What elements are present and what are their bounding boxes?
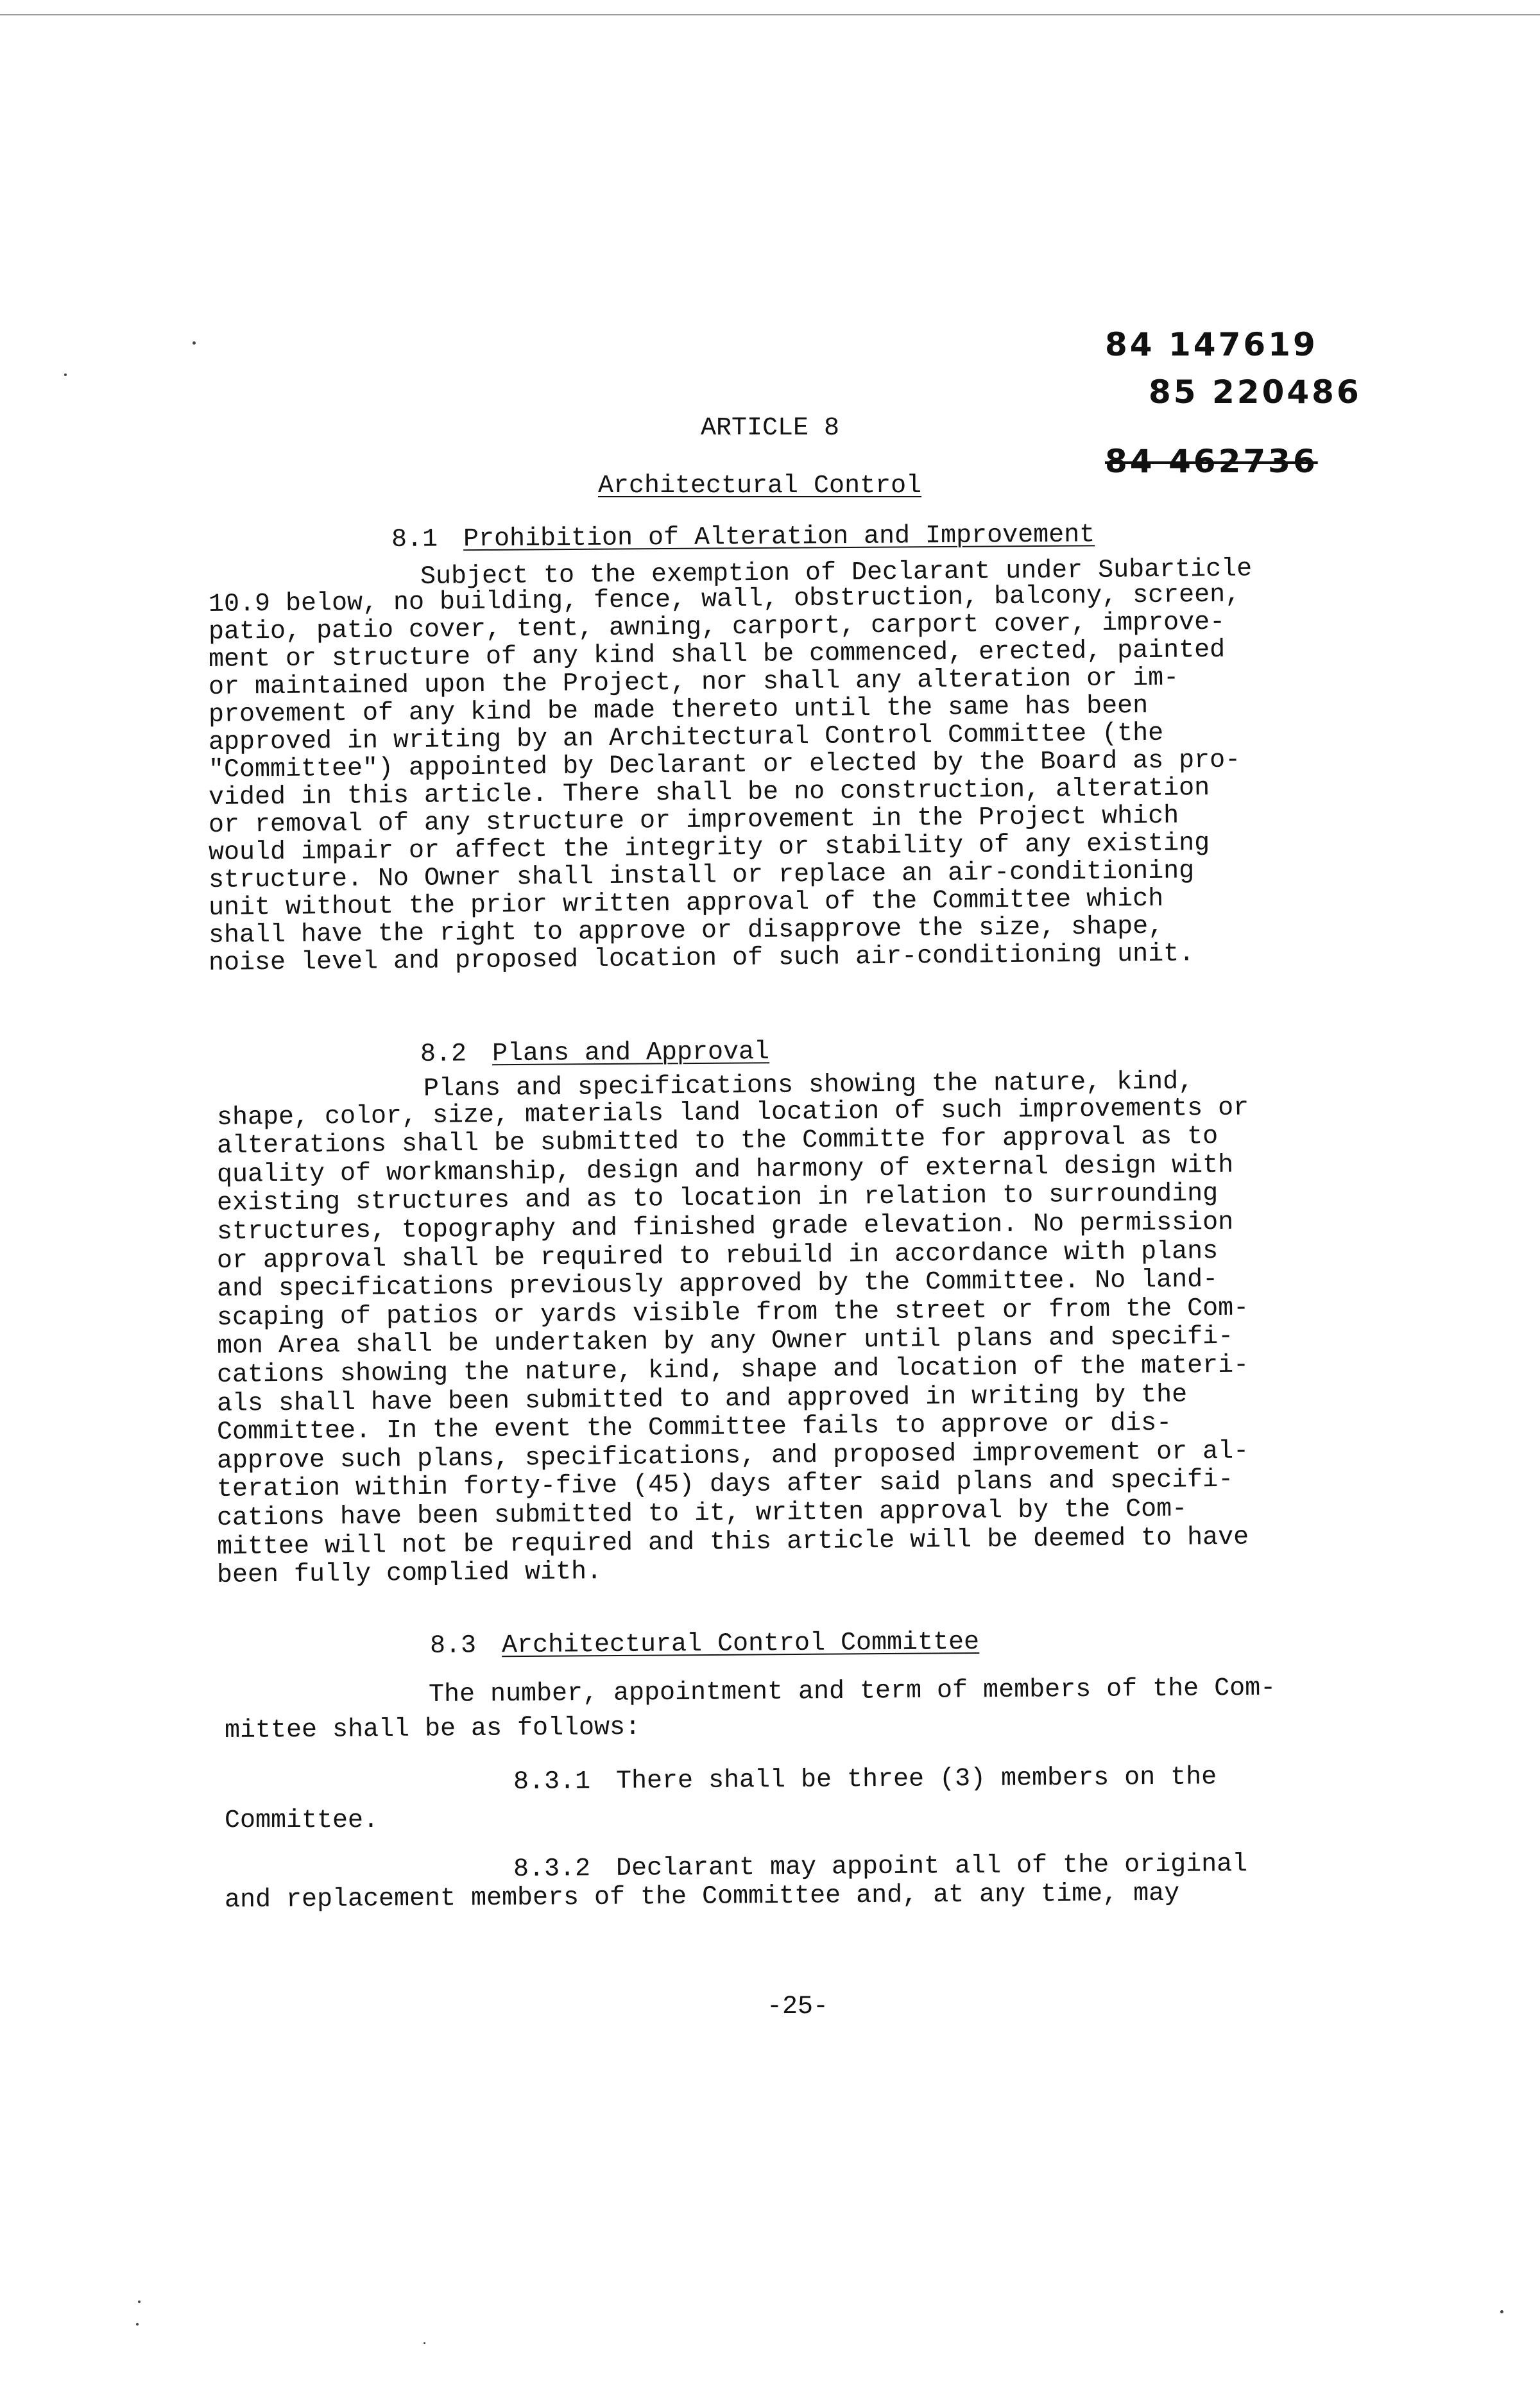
body-text-line: or removal of any structure or improvement in the Project which bbox=[208, 801, 1179, 840]
section-heading-8-3 bbox=[430, 1629, 979, 1661]
body-text-line: scaping of patios or yards visible from the street or from the Com- bbox=[216, 1294, 1249, 1333]
subsection-8-3-1-second-line: Committee. bbox=[225, 1806, 379, 1835]
body-text-line: shall have the right to approve or disapprove the size, shape, bbox=[208, 912, 1164, 950]
scan-edge-line bbox=[0, 14, 1540, 15]
body-text-line: Subject to the exemption of Declarant under Subarticle bbox=[420, 554, 1253, 592]
scan-speck bbox=[138, 2301, 141, 2303]
section-number: 8.1 bbox=[391, 525, 438, 554]
section-title: Architectural Control Committee bbox=[501, 1628, 980, 1661]
section-heading-8-1 bbox=[391, 521, 1095, 554]
body-text-line: mittee will not be required and this article will be deemed to have bbox=[216, 1523, 1249, 1562]
body-text-line: or approval shall be required to rebuild in accordance with plans bbox=[216, 1237, 1219, 1276]
body-text-line: been fully complied with. bbox=[216, 1557, 603, 1590]
subsection-number: 8.3.1 bbox=[513, 1767, 591, 1797]
body-text-line: patio, patio cover, tent, awning, carport, carport cover, improve- bbox=[208, 608, 1226, 647]
body-text-line: cations have been submitted to it, written approval by the Com- bbox=[216, 1495, 1188, 1533]
body-text-line: approved in writing by an Architectural Control Committee (the bbox=[208, 719, 1164, 757]
body-text-line: existing structures and as to location in relation to surrounding bbox=[216, 1179, 1219, 1218]
body-text-line: Plans and specifications showing the nature, kind, bbox=[423, 1067, 1194, 1104]
subsection-8-3-2-second-line: and replacement members of the Committee and, at any time, may bbox=[224, 1879, 1180, 1915]
subsection-text: Declarant may appoint all of the original bbox=[615, 1850, 1248, 1883]
body-text-line: shape, color, size, materials land location of such improvements or bbox=[216, 1093, 1249, 1133]
body-text-line: cations showing the nature, kind, shape and location of the materi- bbox=[216, 1351, 1249, 1390]
body-text-line: "Committee") appointed by Declarant or elected by the Board as pro- bbox=[208, 746, 1241, 785]
body-text-line: or maintained upon the Project, nor shall any alteration or im- bbox=[208, 664, 1179, 702]
body-text-line: structure. No Owner shall install or replace an air-conditioning bbox=[208, 857, 1195, 895]
article-title: Architectural Control bbox=[598, 472, 922, 501]
body-text-line: ment or structure of any kind shall be commenced, erected, painted bbox=[208, 635, 1226, 674]
body-text-line: alterations shall be submitted to the Committe for approval as to bbox=[216, 1122, 1219, 1161]
body-text-line: structures, topography and finished grade elevation. No permission bbox=[216, 1208, 1234, 1247]
section-number: 8.2 bbox=[420, 1040, 467, 1069]
subsection-text: There shall be three (3) members on the bbox=[615, 1763, 1217, 1796]
page-number: -25- bbox=[767, 1992, 829, 2021]
body-text-line: noise level and proposed location of such air-conditioning unit. bbox=[208, 939, 1195, 978]
section-heading-8-2 bbox=[420, 1038, 769, 1069]
scan-speck bbox=[64, 373, 67, 376]
recording-number-1: 84 147619 bbox=[1105, 326, 1318, 363]
section-title: Plans and Approval bbox=[492, 1038, 770, 1069]
subsection-8-3-1-first-line bbox=[513, 1763, 1217, 1797]
recording-number-struck: 84 462736 bbox=[1105, 443, 1318, 480]
body-text-line: als shall have been submitted to and approved in writing by the bbox=[216, 1380, 1188, 1419]
scan-speck bbox=[1500, 2310, 1503, 2313]
subsection-number: 8.3.2 bbox=[513, 1855, 591, 1884]
body-text-line: Committee. In the event the Committee fails to approve or dis- bbox=[216, 1409, 1172, 1447]
body-text-line: approve such plans, specifications, and proposed improvement or al- bbox=[216, 1437, 1249, 1476]
body-text-line: mon Area shall be undertaken by any Owner until plans and specifi- bbox=[216, 1322, 1234, 1361]
body-text-line: provement of any kind be made thereto until the same has been bbox=[208, 691, 1149, 730]
recording-number-2: 85 220486 bbox=[1149, 373, 1362, 411]
body-text-line: would impair or affect the integrity or stability of any existing bbox=[208, 829, 1210, 868]
body-text-line: The number, appointment and term of members of the Com- bbox=[428, 1674, 1276, 1709]
body-text-line: mittee shall be as follows: bbox=[224, 1713, 641, 1745]
scan-speck bbox=[424, 2342, 425, 2344]
body-text-line: vided in this article. There shall be no construction, alteration bbox=[208, 774, 1210, 812]
section-title: Prohibition of Alteration and Improvement bbox=[463, 520, 1095, 554]
section-number: 8.3 bbox=[429, 1631, 477, 1661]
article-number: ARTICLE 8 bbox=[701, 414, 840, 443]
body-text-line: 10.9 below, no building, fence, wall, obstruction, balcony, screen, bbox=[208, 580, 1241, 619]
scan-speck bbox=[136, 2323, 139, 2326]
body-text-line: quality of workmanship, design and harmony of external design with bbox=[216, 1151, 1234, 1190]
body-text-line: unit without the prior written approval of the Committee which bbox=[208, 884, 1164, 923]
body-text-line: teration within forty-five (45) days after said plans and specifi- bbox=[216, 1465, 1234, 1504]
body-text-line: and specifications previously approved by the Committee. No land- bbox=[216, 1265, 1219, 1304]
scan-speck bbox=[193, 341, 196, 345]
